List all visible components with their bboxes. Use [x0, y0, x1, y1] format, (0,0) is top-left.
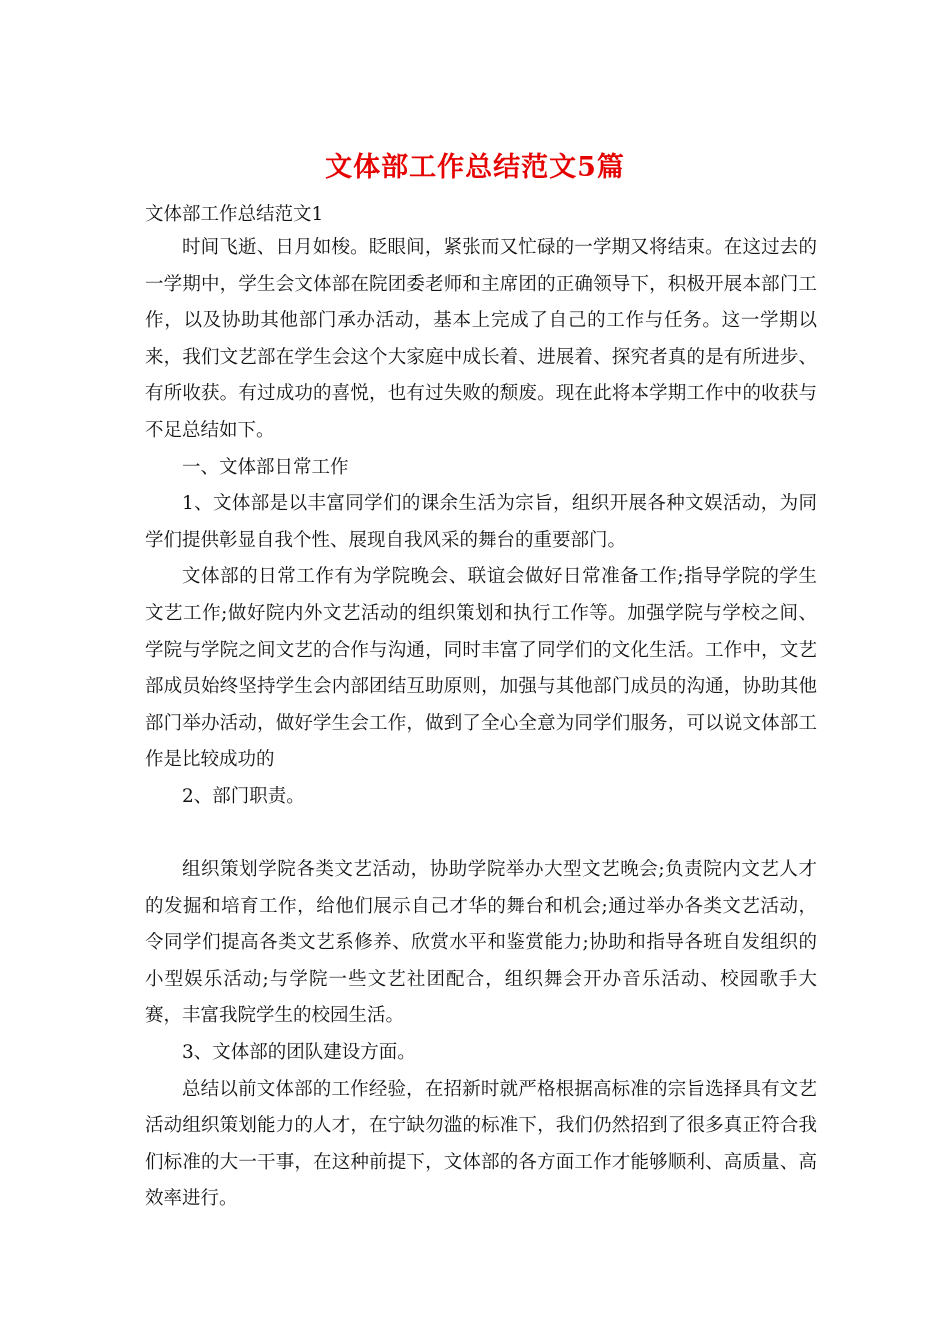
paragraph-duties: 组织策划学院各类文艺活动，协助学院举办大型文艺晚会;负责院内文艺人才的发掘和培育工作，给他们展示自己才华的舞台和机会;通过举办各类文艺活动，令同学们提高各类文艺系修养、欣赏水平和鉴赏能力;协助和指导各班自发组织的小型娱乐活动;与学院一些文艺社团配合，组织舞会开办音乐活动、校园歌手大赛，丰富我院学生的校园生活。 [145, 859, 817, 1027]
document-title: 文体部工作总结范文5篇 [325, 152, 625, 183]
paragraph-daily-work: 文体部的日常工作有为学院晚会、联谊会做好日常准备工作;指导学院的学生文艺工作;做好院内外文艺活动的组织策划和执行工作等。加强学院与学校之间、学院与学院之间文艺的合作与沟通，同时丰富了同学们的文化生活。工作中，文艺部成员始终坚持学生会内部团结互助原则，加强与其他部门成员的沟通，协助其他部门举办活动，做好学生会工作，做到了全心全意为同学们服务，可以说文体部工作是比较成功的 [145, 566, 817, 771]
paragraph-item-2: 2、部门职责。 [182, 785, 305, 807]
paragraph-item-1: 1、文体部是以丰富同学们的课余生活为宗旨，组织开展各种文娱活动，为同学们提供彰显自我个性、展现自我风采的舞台的重要部门。 [145, 493, 817, 551]
document-body [145, 230, 817, 1218]
document-subtitle: 文体部工作总结范文1 [145, 204, 324, 225]
section-heading-daily-work: 一、文体部日常工作 [182, 456, 349, 478]
paragraph-item-3: 3、文体部的团队建设方面。 [182, 1042, 416, 1064]
paragraph-team-building: 总结以前文体部的工作经验，在招新时就严格根据高标准的宗旨选择具有文艺活动组织策划能力的人才，在宁缺勿滥的标准下，我们仍然招到了很多真正符合我们标准的大一干事，在这种前提下，文体部的各方面工作才能够顺利、高质量、高效率进行。 [145, 1078, 817, 1210]
paragraph-intro: 时间飞逝、日月如梭。眨眼间，紧张而又忙碌的一学期又将结束。在这过去的一学期中，学生会文体部在院团委老师和主席团的正确领导下，积极开展本部门工作，以及协助其他部门承办活动，基本上完成了自己的工作与任务。这一学期以来，我们文艺部在学生会这个大家庭中成长着、进展着、探究者真的是有所进步、有所收获。有过成功的喜悦，也有过失败的颓废。现在此将本学期工作中的收获与不足总结如下。 [145, 237, 817, 441]
blank-line [145, 816, 817, 853]
